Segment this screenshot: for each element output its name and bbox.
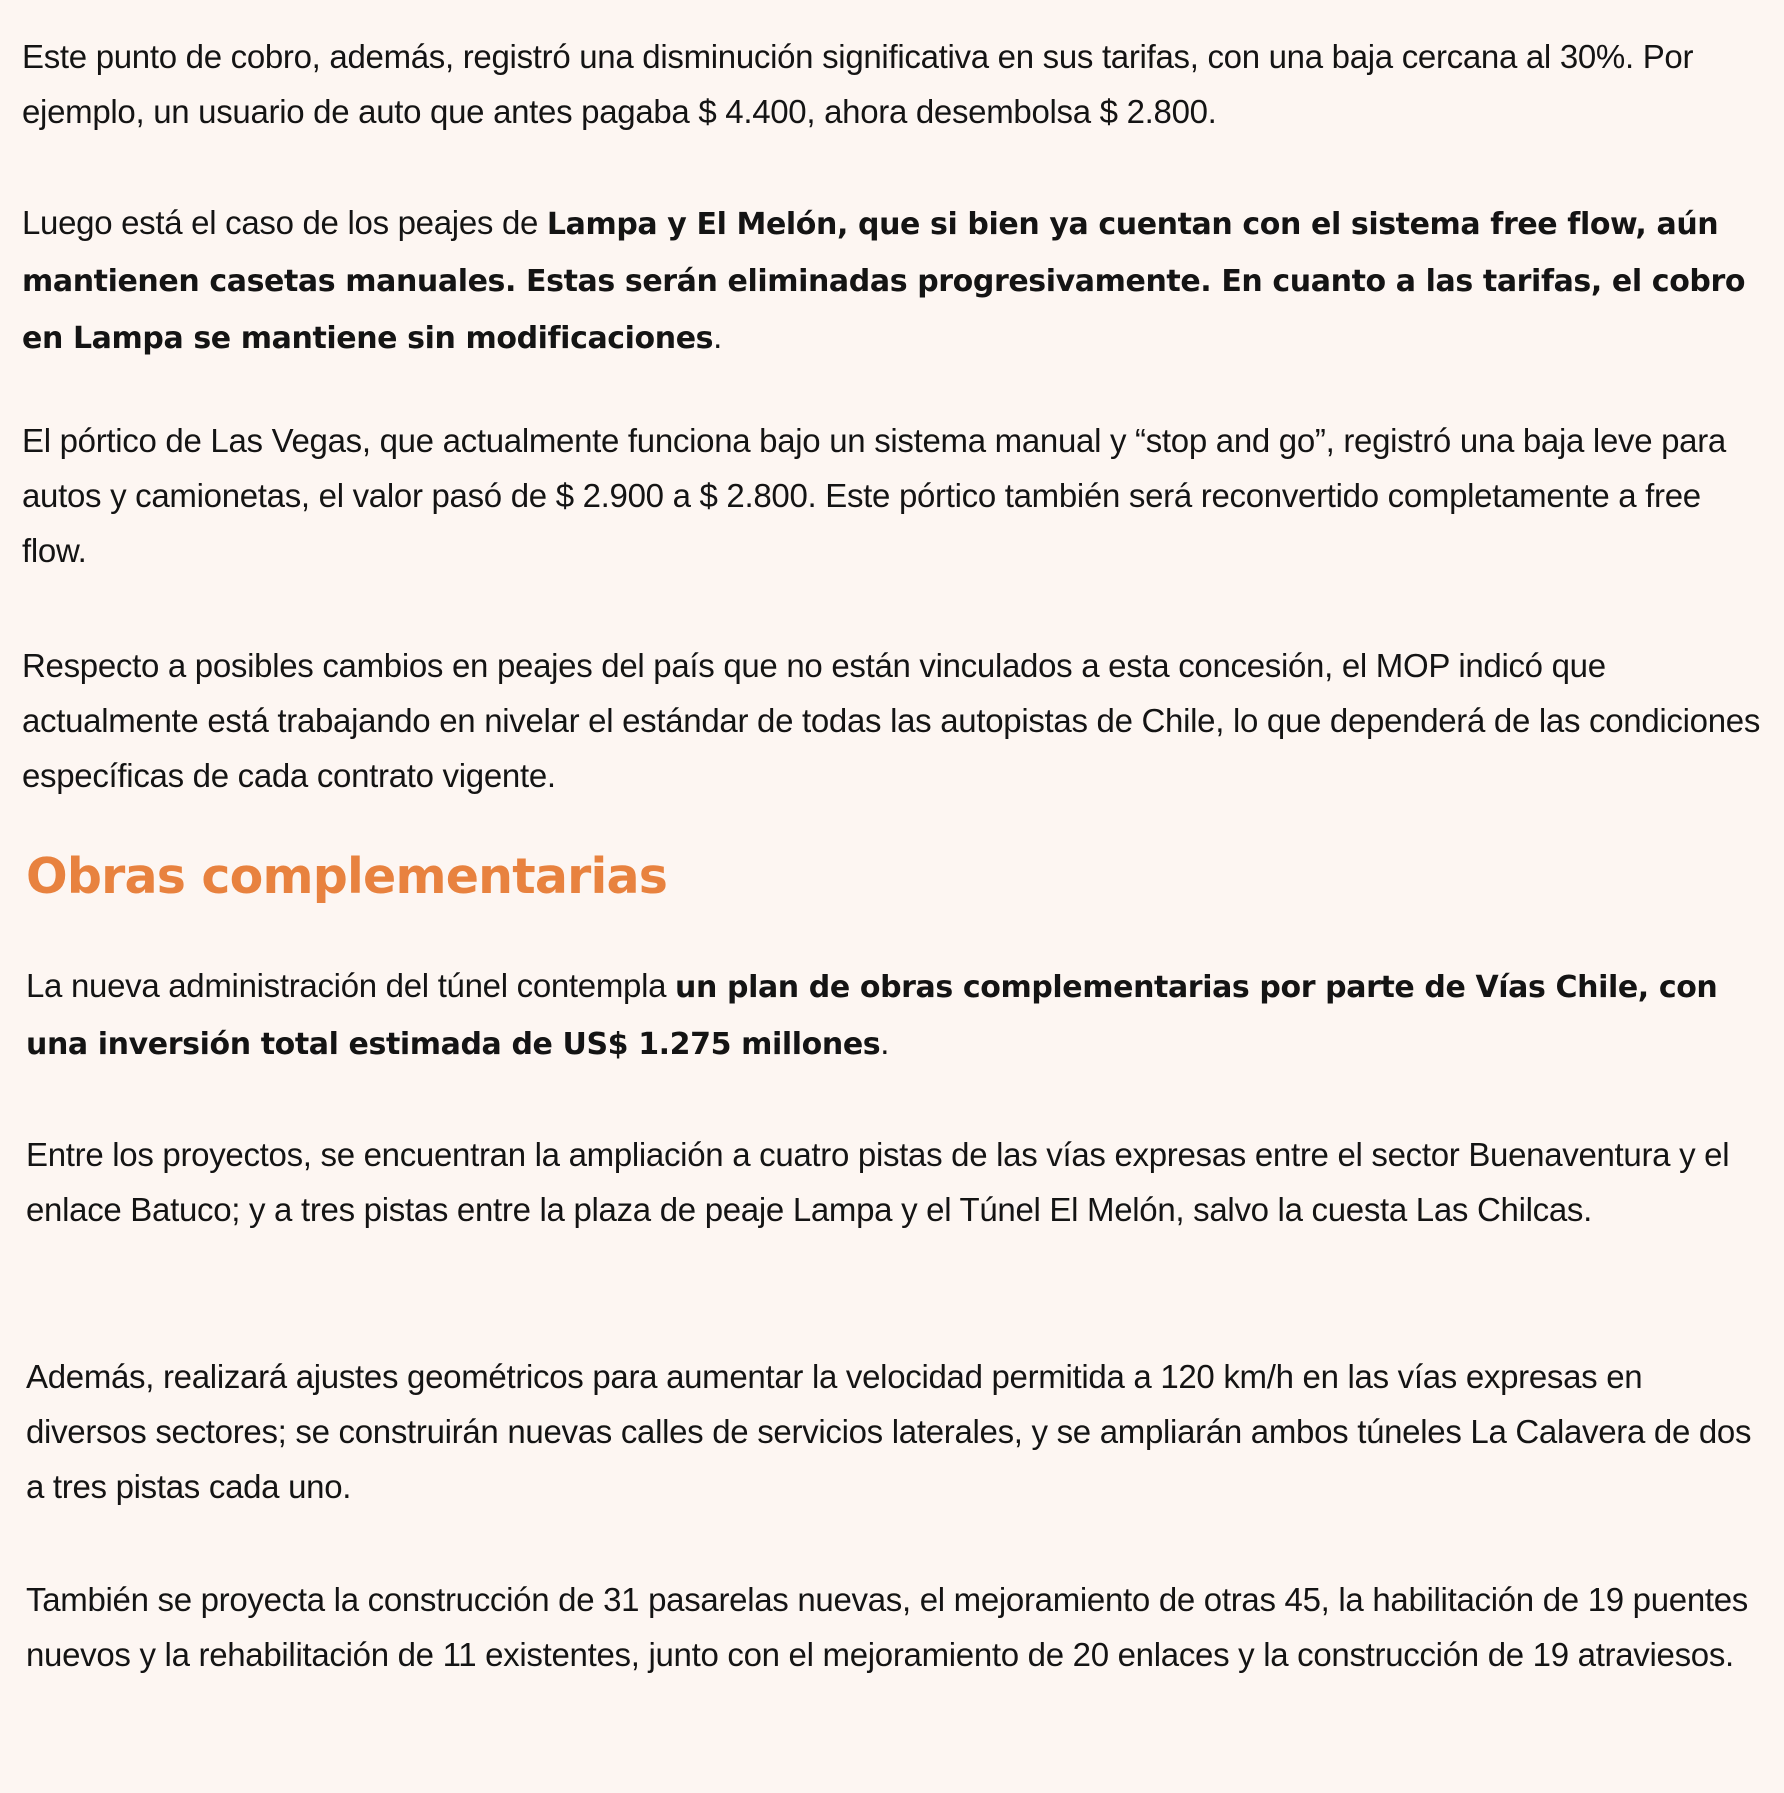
- paragraph-projects: [26, 1127, 1766, 1237]
- paragraph-investment: [26, 958, 1766, 1072]
- paragraph-text: Este punto de cobro, además, registró una disminución significativa en sus tarifas, con una baja cercana al 30%. Por ejemplo, un usuario de auto que antes pagaba $ 4.400, ahora desembolsa $ 2.800.: [22, 38, 1694, 130]
- paragraph-bold-text: Lampa y El Melón, que si bien ya cuentan con el sistema free flow, aún mantienen casetas manuales. Estas serán eliminadas progresivamente. En cuanto a las tarifas, el cobro en Lampa se mantiene sin modificaciones: [22, 207, 1746, 356]
- paragraph-bridges: [26, 1572, 1766, 1682]
- paragraph-lampa-el-melon: [22, 195, 1762, 366]
- paragraph-las-vegas: [22, 413, 1762, 578]
- paragraph-bold-text: un plan de obras complementarias por parte de Vías Chile, con una inversión total estimada de US$ 1.275 millones: [26, 970, 1718, 1062]
- paragraph-text: Entre los proyectos, se encuentran la ampliación a cuatro pistas de las vías expresas entre el sector Buenaventura y el enlace Batuco; y a tres pistas entre la plaza de peaje Lampa y el Túnel El Melón, salvo la cuesta Las Chilcas.: [26, 1136, 1730, 1228]
- paragraph-text: La nueva administración del túnel contempla: [26, 967, 676, 1004]
- paragraph-text: .: [713, 318, 723, 355]
- paragraph-geometric-adjustments: [26, 1349, 1766, 1514]
- paragraph-tariff-decrease: [22, 29, 1762, 139]
- paragraph-mop: [22, 638, 1762, 803]
- section-heading: Obras complementarias: [26, 848, 668, 905]
- paragraph-text: Respecto a posibles cambios en peajes del país que no están vinculados a esta concesión, el MOP indicó que actualmente está trabajando en nivelar el estándar de todas las autopistas de Chile, lo que dependerá de las condiciones específicas de cada contrato vigente.: [22, 647, 1761, 794]
- paragraph-text: Además, realizará ajustes geométricos para aumentar la velocidad permitida a 120 km/h en las vías expresas en diversos sectores; se construirán nuevas calles de servicios laterales, y se ampliarán ambos túneles La Calavera de dos a tres pistas cada uno.: [26, 1358, 1752, 1505]
- paragraph-text: El pórtico de Las Vegas, que actualmente funciona bajo un sistema manual y “stop and go”, registró una baja leve para autos y camionetas, el valor pasó de $ 2.900 a $ 2.800. Este pórtico también será reconvertido completamente a free flow.: [22, 422, 1726, 569]
- paragraph-text: También se proyecta la construcción de 31 pasarelas nuevas, el mejoramiento de otras 45, la habilitación de 19 puentes nuevos y la rehabilitación de 11 existentes, junto con el mejoramiento de 20 enlaces y la construcción de 19 atraviesos.: [26, 1581, 1748, 1673]
- paragraph-text: .: [880, 1024, 890, 1061]
- paragraph-text: Luego está el caso de los peajes de: [22, 204, 547, 241]
